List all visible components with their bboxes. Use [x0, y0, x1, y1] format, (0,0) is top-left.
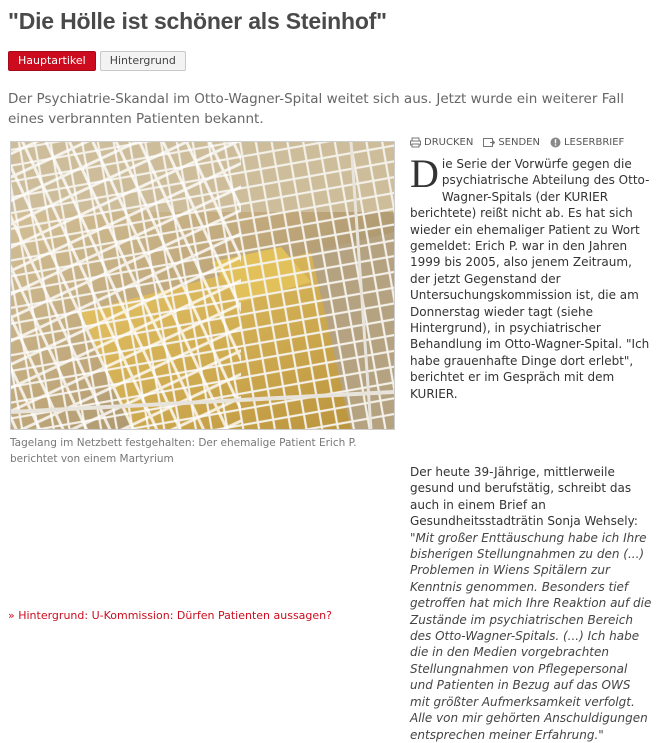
- paragraph-2-text: Der heute 39-Jährige, mittlerweile gesund und berufstätig, schreibt das auch in einem Brief an Gesundheitsstadträtin Sonja Wehsely:: [410, 465, 638, 529]
- article-paragraph-2: [8, 464, 652, 743]
- article-tabs: [8, 51, 186, 71]
- article-body-column: [410, 151, 650, 402]
- send-tool[interactable]: [483, 137, 540, 148]
- related-link[interactable]: » Hintergrund: U-Kommission: Dürfen Patienten aussagen?: [8, 609, 332, 622]
- article-tools: [410, 137, 624, 148]
- article-paragraph: ie Serie der Vorwürfe gegen die psychiatrische Abteilung des Otto-Wagner-Spitals (der KURIER berichtete) reißt nicht ab. Es hat sich wieder ein ehemaliger Patient zu Wort gemeldet: Erich P. war in den Jahren 1999 bis 2005, also jenem Zeitraum, der jetzt Gegenstand der Untersuchungskommission ist, die am Donnerstag wieder tagt (siehe Hintergrund), in psychiatrischer Behandlung im Otto-Wagner-Spital. "Ich habe grauenhafte Dinge dort erlebt", berichtet er im Gespräch mit dem KURIER.: [410, 157, 650, 401]
- send-label: SENDEN: [498, 137, 540, 148]
- article-photo: [10, 141, 395, 430]
- article-body-lower: [8, 464, 652, 743]
- net-bed-photo: [11, 142, 394, 429]
- tab-hintergrund[interactable]: Hintergrund: [100, 51, 186, 71]
- letter-quote: "Mit großer Enttäuschung habe ich Ihre bisherigen Stellungnahmen zu den (...) Problemen in Wiens Spitälern zur Kenntnis genommen. Besonders tief getroffen hat mich Ihre Reaktion auf die Zustände im psychiatrischen Bereich des Otto-Wagner-Spitals. (...) Ich habe die in den Medien vorgebrachten Stellungnahmen von Pflegepersonal und Patienten in Bezug auf das OWS mit größter Aufmerksamkeit verfolgt. Alle von mir gehörten Anschuldigungen entsprechen meiner Erfahrung.": [410, 530, 652, 742]
- photo-caption: Tagelang im Netzbett festgehalten: Der ehemalige Patient Erich P. berichtet von einem Martyrium: [10, 437, 357, 465]
- letter-label: LESERBRIEF: [563, 137, 625, 148]
- print-tool[interactable]: [410, 137, 473, 148]
- send-icon: [483, 137, 495, 148]
- article-title: "Die Hölle ist schöner als Steinhof": [8, 8, 387, 34]
- article-lead: Der Psychiatrie-Skandal im Otto-Wagner-Spital weitet sich aus. Jetzt wurde ein weiterer Fall eines verbrannten Patienten bekannt.: [8, 91, 624, 127]
- dropcap: D: [410, 151, 439, 196]
- print-icon: [410, 137, 421, 148]
- print-label: DRUCKEN: [424, 137, 474, 148]
- exclamation-icon: [550, 137, 561, 148]
- tab-hauptartikel[interactable]: Hauptartikel: [8, 51, 96, 71]
- letter-tool[interactable]: [550, 137, 624, 148]
